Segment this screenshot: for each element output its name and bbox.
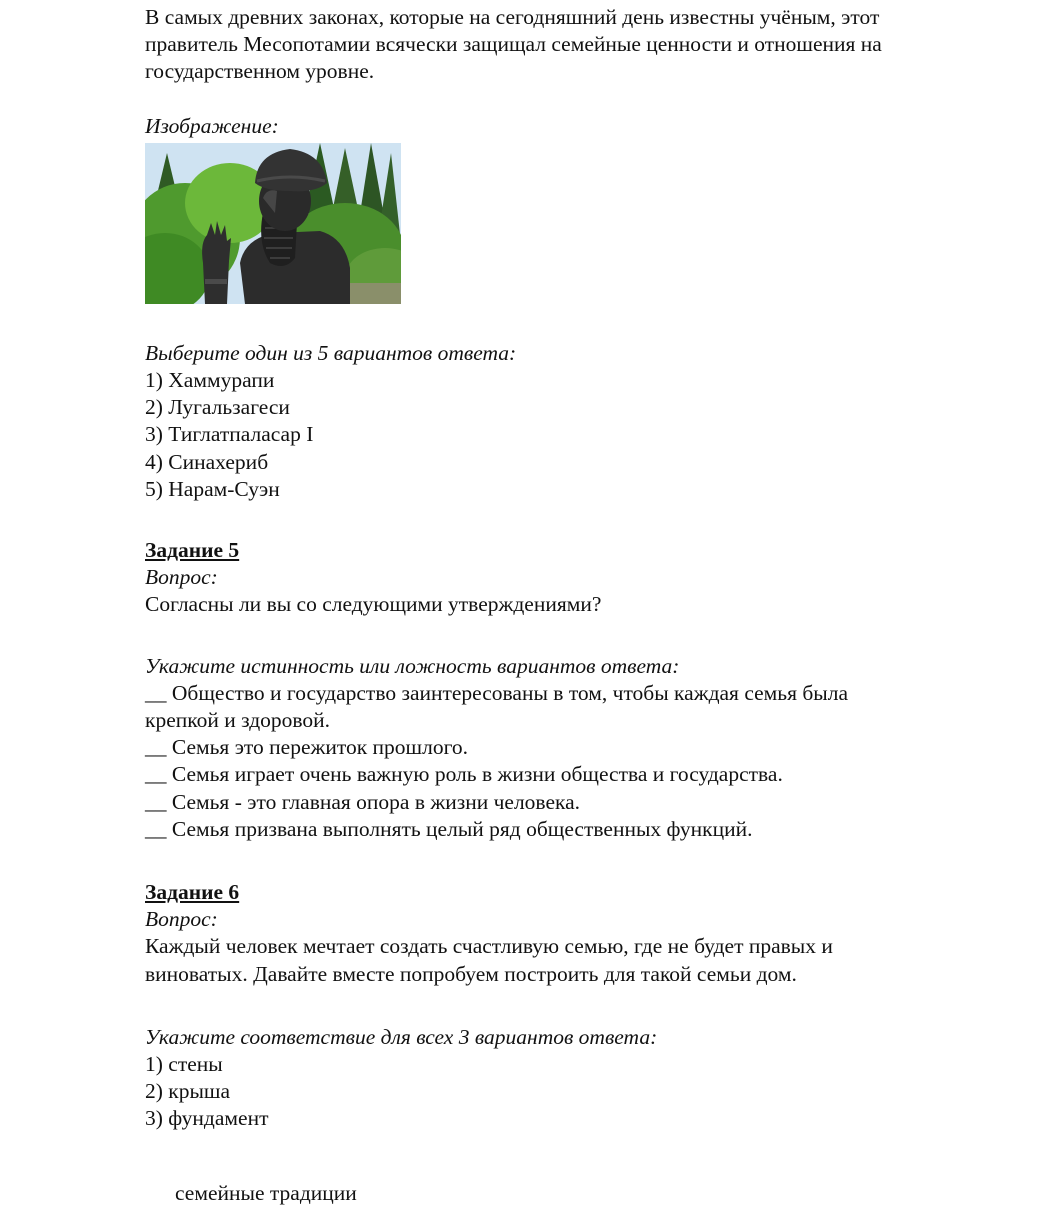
task4-option-3[interactable]: 3) Тиглатпаласар I [145, 422, 314, 447]
answer-blank[interactable]: __ [145, 735, 167, 760]
image-label: Изображение: [145, 113, 279, 138]
task4-option-1[interactable]: 1) Хаммурапи [145, 368, 275, 393]
task5-prompt: Укажите истинность или ложность вариантов ответа: [145, 653, 680, 678]
statement-text: Семья - это главная опора в жизни человека. [171, 789, 581, 814]
task6-question-label: Вопрос: [145, 907, 218, 932]
answer-blank[interactable]: __ [145, 680, 167, 705]
task5-statement-4[interactable] [145, 789, 985, 816]
task6-prompt: Укажите соответствие для всех 3 вариантов ответа: [145, 1024, 658, 1049]
task5-question-label: Вопрос: [145, 565, 218, 590]
statement-text: Семья это пережиток прошлого. [171, 735, 468, 760]
task6-question-line-2: виноватых. Давайте вместе попробуем построить для такой семьи дом. [145, 961, 797, 986]
task4-option-2[interactable]: 2) Лугальзагеси [145, 395, 290, 420]
answer-blank[interactable]: __ [145, 762, 167, 787]
task5-statement-1-cont: крепкой и здоровой. [145, 708, 331, 733]
statement-text: Семья играет очень важную роль в жизни общества и государства. [171, 762, 783, 787]
task6-heading: Задание 6 [145, 880, 240, 905]
task6-option-3: 3) фундамент [145, 1106, 269, 1131]
task4-question-line-1: В самых древних законах, которые на сегодняшний день известны учёным, этот [145, 5, 880, 29]
task5-statement-5[interactable] [145, 816, 985, 843]
task4-option-4[interactable]: 4) Синахериб [145, 449, 269, 474]
answer-blank[interactable]: __ [145, 789, 167, 814]
task4-question-line-2: правитель Месопотамии всячески защищал семейные ценности и отношения на [145, 32, 882, 57]
task6-option-2: 2) крыша [145, 1079, 231, 1104]
statue-image [145, 143, 401, 304]
task5-statement-3[interactable] [145, 761, 985, 788]
task5-question: Согласны ли вы со следующими утверждениями? [145, 592, 602, 617]
document-page [145, 4, 985, 1133]
statement-text: Семья призвана выполнять целый ряд общественных функций. [171, 816, 753, 841]
answer-blank[interactable]: __ [145, 816, 167, 841]
task6-question-line-1: Каждый человек мечтает создать счастливую семью, где не будет правых и [145, 934, 833, 959]
statement-text: Общество и государство заинтересованы в том, чтобы каждая семья была [171, 680, 849, 705]
task4-choice-prompt: Выберите один из 5 вариантов ответа: [145, 340, 517, 365]
task5-statement-1[interactable] [145, 680, 985, 707]
task6-option-1: 1) стены [145, 1052, 223, 1077]
task4-option-5[interactable]: 5) Нарам-Суэн [145, 476, 280, 501]
task4-question-line-3: государственном уровне. [145, 59, 375, 84]
task5-statement-2[interactable] [145, 734, 985, 761]
task5-heading: Задание 5 [145, 538, 240, 563]
task6-answer-partial[interactable]: семейные традиции [175, 1181, 357, 1205]
